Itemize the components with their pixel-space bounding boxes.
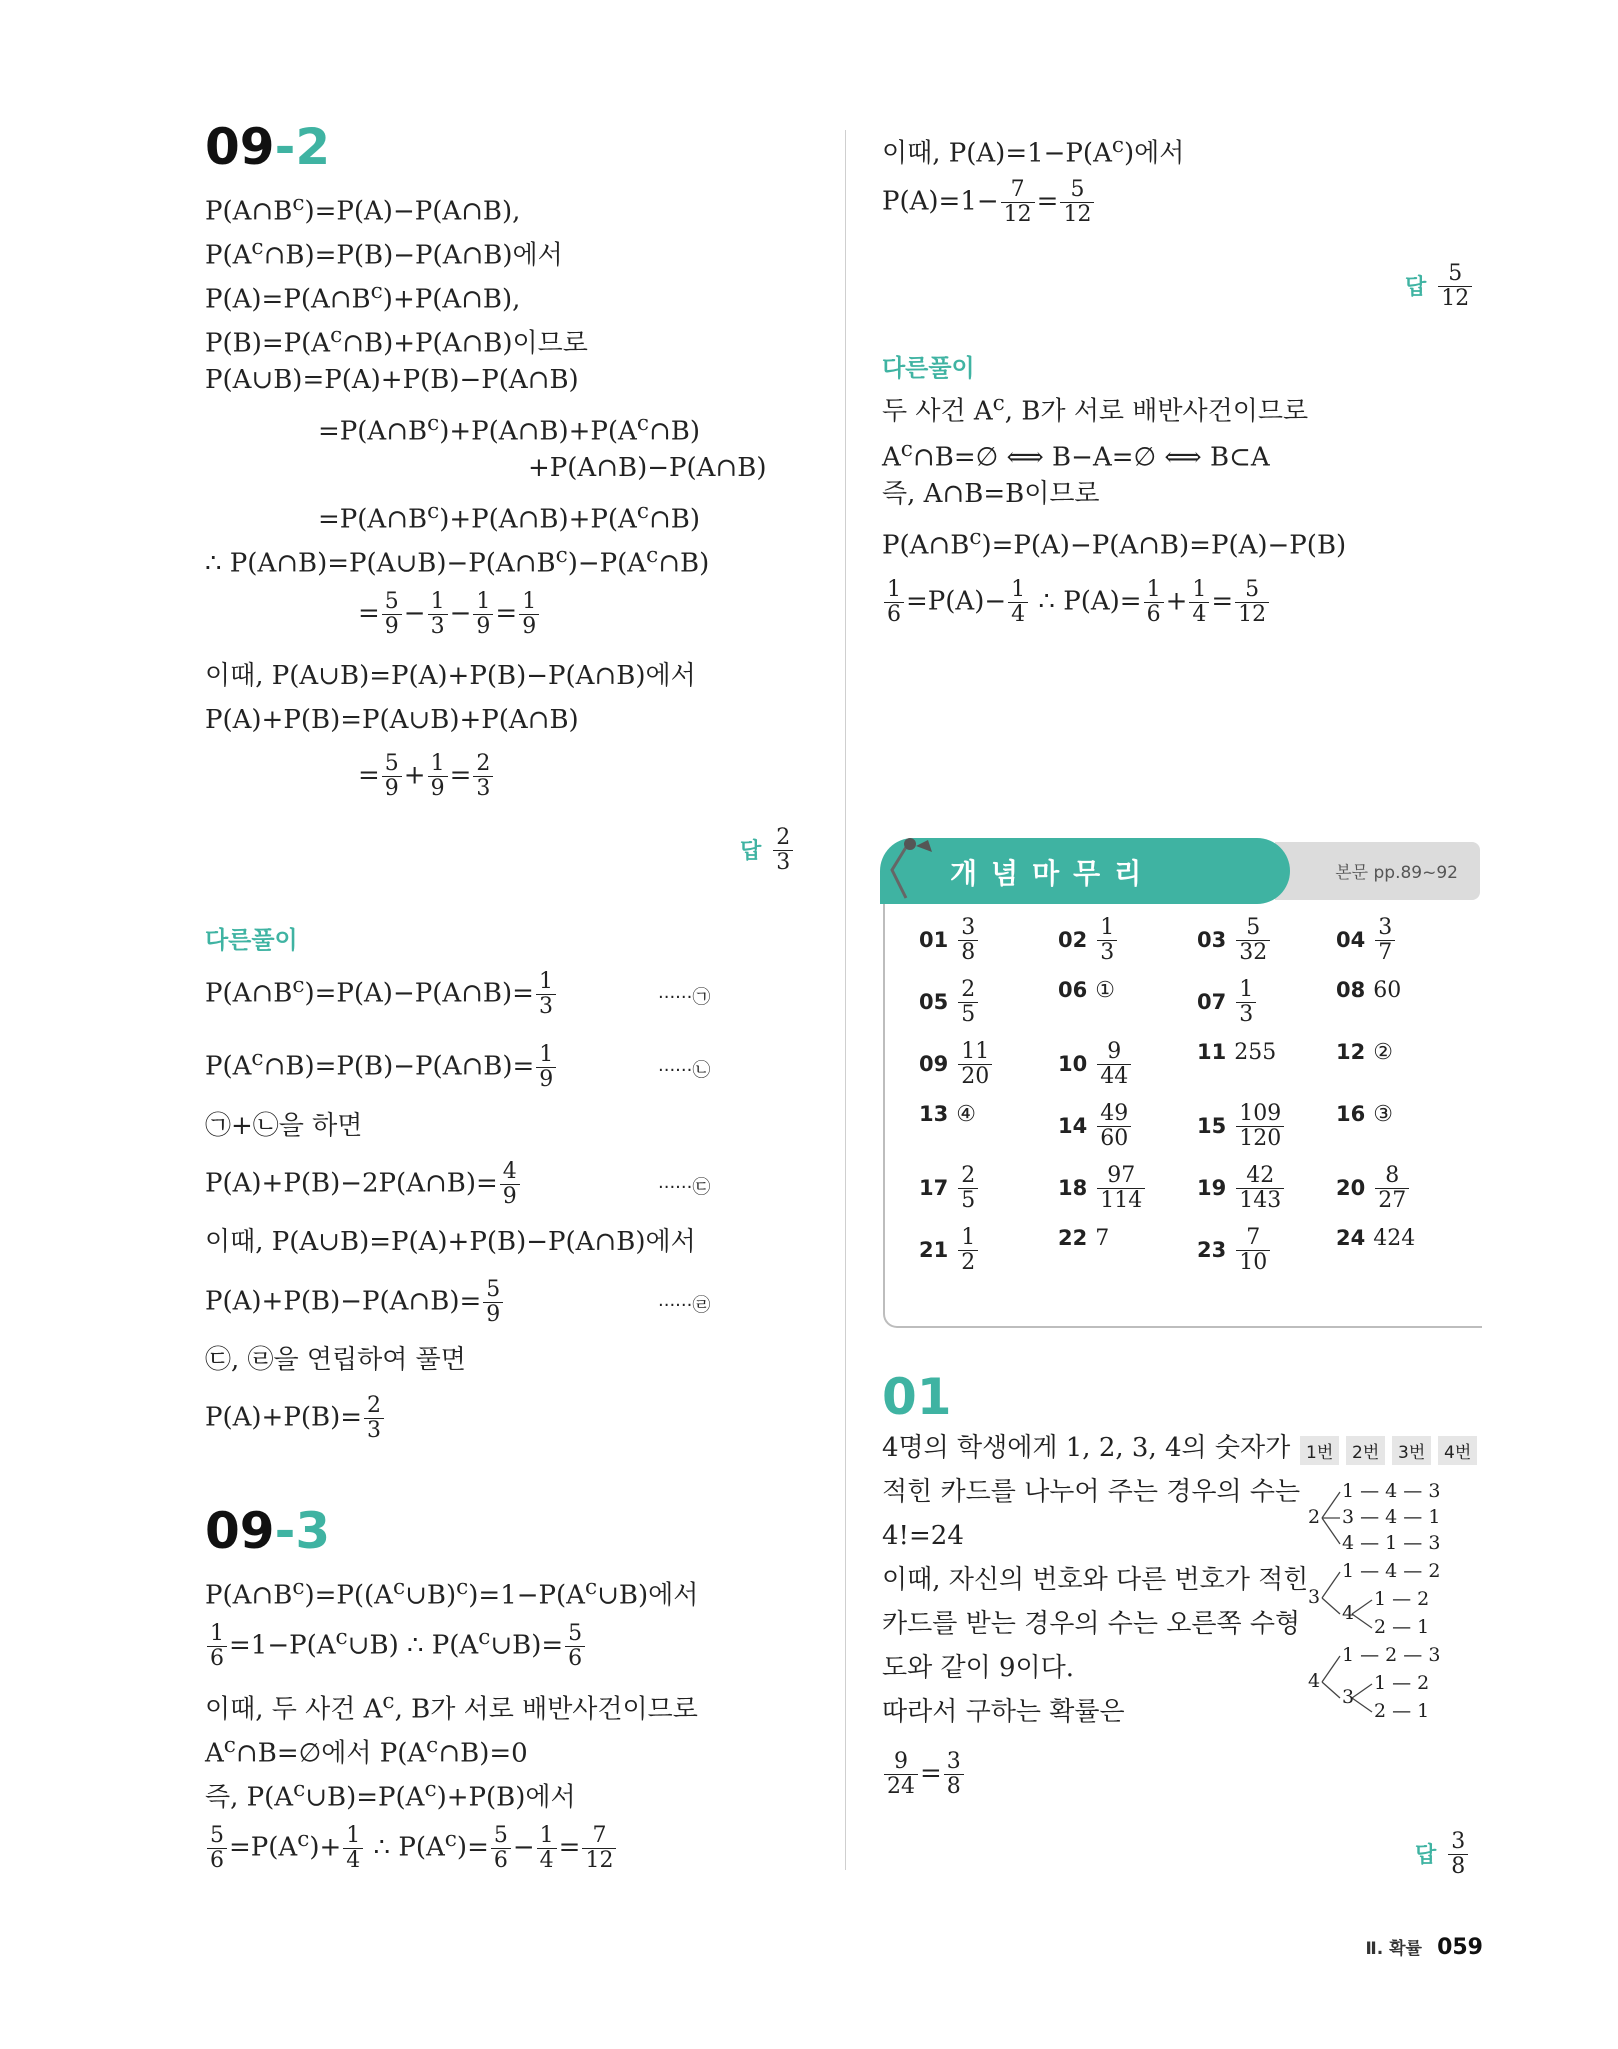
eq-line: +P(A∩B)−P(A∩B) (528, 453, 767, 483)
eq-line: 4!=24 (882, 1521, 964, 1551)
answer-value: ③ (1373, 1102, 1393, 1127)
fraction: $\frac{4}{9}$ (500, 1160, 520, 1209)
tree-row: 4 — 1 — 3 (1342, 1532, 1441, 1554)
fraction: $\frac{5}{12}$ (1060, 178, 1094, 227)
eq-line: $P(A\cap B^c)=P(A)-P(A\cap B)=P(A)-P(B)$ (882, 525, 1347, 561)
chapter-label: Ⅱ. 확률 (1365, 1939, 1422, 1959)
fraction: $\frac{1}{4}$ (537, 1824, 557, 1873)
eq-line: 이때, P(A∪B)=P(A)+P(B)−P(A∩B)에서 (205, 661, 696, 691)
tree-row: 1 — 2 — 3 (1342, 1644, 1441, 1666)
eq-line: P(A)+P(B)−2P(A∩B)= $\frac{4}{9}$ (205, 1160, 522, 1209)
answer-value (1234, 1101, 1286, 1151)
answer-number: 07 (1197, 989, 1227, 1014)
answer-value: 60 (1373, 978, 1402, 1003)
eq-line: $\frac{1}{6}$ =P(A)− $\frac{1}{4}$ ∴ P(A)= $\frac{1}{6}$ + $\frac{1}{4}$ = $\frac{5}{12}$ (882, 578, 1271, 627)
review-answer-22 (1058, 1226, 1109, 1251)
eq-marker: ······㉠ (658, 987, 711, 1008)
answer-number: 01 (919, 927, 949, 952)
answer-value: ① (1095, 978, 1115, 1003)
answer: 답 $\frac{3}{8}$ (1415, 1830, 1470, 1879)
answer-value (1095, 915, 1119, 965)
eq-line: P(A)+P(B)=P(A∪B)+P(A∩B) (205, 705, 579, 735)
tree-row: 3 — 4 — 1 (1342, 1506, 1441, 1528)
eq-line: P(A∪B)=P(A)+P(B)−P(A∩B) (205, 365, 579, 395)
eq-line: 4명의 학생에게 1, 2, 3, 4의 숫자가 (882, 1433, 1291, 1463)
answer-value: 255 (1234, 1040, 1277, 1065)
fraction: $\frac{1}{9}$ (519, 590, 539, 639)
eq-line: P(A)=1− $\frac{7}{12}$ = $\frac{5}{12}$ (882, 178, 1096, 227)
answer-number: 19 (1197, 1175, 1227, 1200)
fraction: $\frac{5}{9}$ (382, 590, 402, 639)
eq-line: 적힌 카드를 나누어 주는 경우의 수는 (882, 1477, 1301, 1507)
review-answer-11 (1197, 1040, 1276, 1065)
review-answer-14 (1058, 1102, 1133, 1151)
review-answer-05 (919, 978, 980, 1027)
eq-line: = $\frac{5}{9}$ + $\frac{1}{9}$ = $\frac{2}{3}$ (358, 752, 495, 801)
answer-value: 7 (1095, 1226, 1110, 1251)
eq-line: 즉, $P(A^c\cup B)=P(A^c)+P(B)$에서 (205, 1777, 576, 1813)
fraction: $\frac{1}{4}$ (1189, 578, 1209, 627)
review-answer-16 (1336, 1102, 1393, 1127)
fraction: $\frac{1}{9}$ (473, 590, 493, 639)
fraction: $\frac{1}{9}$ (536, 1043, 556, 1092)
tree-node: 3 (1342, 1686, 1355, 1708)
answer-value (1095, 1101, 1133, 1151)
column-divider (845, 130, 846, 1870)
review-answer-17 (919, 1164, 980, 1213)
answer-number: 23 (1197, 1237, 1227, 1262)
review-title-tab (880, 838, 1290, 904)
answer-number: 24 (1336, 1226, 1366, 1250)
review-answer-02 (1058, 916, 1119, 965)
review-answer-18 (1058, 1164, 1147, 1213)
eq-line: 따라서 구하는 확률은 (882, 1697, 1125, 1727)
answer-number: 17 (919, 1175, 949, 1200)
review-title: 개념마무리 (950, 857, 1156, 890)
fraction: $\frac{5}{6}$ (207, 1824, 227, 1873)
eq-line: $=P(A\cap B^c)+P(A\cap B)+P(A^c\cap B)$ (318, 499, 700, 535)
answer-number: 14 (1058, 1113, 1088, 1138)
fraction: $\frac{2}{3}$ (364, 1394, 384, 1443)
eq-line: $\frac{5}{6}$ $=P(A^c)+$ $\frac{1}{4}$ ∴ $P(A^c)=$ $\frac{5}{6}$ − $\frac{1}{4}$ = $\frac{7}{12}$ (205, 1824, 618, 1873)
fraction: $\frac{1}{4}$ (343, 1824, 363, 1873)
fraction: $\frac{9}{24}$ (884, 1750, 918, 1799)
fraction: $\frac{2}{5}$ (958, 1164, 978, 1213)
answer-value: ④ (956, 1102, 976, 1127)
fraction: $\frac{1}{6}$ (1144, 578, 1164, 627)
tree-header: 3번 (1392, 1436, 1431, 1465)
eq-line: 즉, A∩B=B이므로 (882, 479, 1100, 509)
answer-value (956, 1163, 980, 1213)
answer-value (1234, 915, 1272, 965)
fraction: $\frac{42}{143}$ (1236, 1164, 1284, 1213)
fraction: $\frac{5}{6}$ (565, 1622, 585, 1671)
page-number: 059 (1437, 1935, 1483, 1960)
fraction: $\frac{1}{4}$ (1008, 578, 1028, 627)
fraction: $\frac{2}{3}$ (473, 752, 493, 801)
tree-row: 1 — 4 — 2 (1342, 1560, 1441, 1582)
review-pages-tab (1275, 842, 1480, 900)
fraction: $\frac{109}{120}$ (1236, 1102, 1284, 1151)
fraction: $\frac{5}{12}$ (1235, 578, 1269, 627)
fraction: $\frac{1}{6}$ (207, 1622, 227, 1671)
fraction: $\frac{7}{10}$ (1236, 1226, 1270, 1275)
review-answer-12 (1336, 1040, 1393, 1065)
eq-line: $P(A)=P(A\cap B^c)+P(A\cap B)$, (205, 279, 521, 315)
answer-number: 18 (1058, 1175, 1088, 1200)
answer-number: 05 (919, 989, 949, 1014)
review-answer-24 (1336, 1226, 1415, 1251)
answer-value (1234, 1163, 1286, 1213)
eq-line: $P(B)=P(A^c\cap B)+P(A\cap B)$이므로 (205, 323, 588, 359)
answer-value (1373, 1163, 1411, 1213)
tree-node: 4 (1308, 1670, 1321, 1692)
eq-line: 이때, 자신의 번호와 다른 번호가 적힌 (882, 1565, 1309, 1595)
lamp-icon (880, 838, 940, 904)
eq-marker: ······㉢ (658, 1177, 711, 1198)
fraction: $\frac{8}{27}$ (1375, 1164, 1409, 1213)
answer-number: 08 (1336, 978, 1366, 1002)
review-answer-20 (1336, 1164, 1411, 1213)
answer-number: 03 (1197, 927, 1227, 952)
eq-line: $\frac{1}{6}$ $=1-P(A^c\cup B)$ ∴ $P(A^c\cup B)=$ $\frac{5}{6}$ (205, 1622, 587, 1671)
eq-line: = $\frac{5}{9}$ − $\frac{1}{3}$ − $\frac{1}{9}$ = $\frac{1}{9}$ (358, 590, 541, 639)
answer-number: 06 (1058, 978, 1088, 1002)
answer-number: 02 (1058, 927, 1088, 952)
fraction: $\frac{5}{9}$ (483, 1278, 503, 1327)
review-banner (880, 838, 1480, 904)
alt-solution-label: 다른풀이 (205, 926, 298, 954)
section-heading-01: 01 (882, 1368, 952, 1426)
answer-value (1234, 1225, 1272, 1275)
eq-line: $P(A^c\cap B)=P(B)-P(A\cap B)$에서 (205, 235, 563, 271)
fraction: $\frac{5}{6}$ (491, 1824, 511, 1873)
review-answer-09 (919, 1040, 994, 1089)
eq-line: P(A)+P(B)= $\frac{2}{3}$ (205, 1394, 386, 1443)
section-heading-09-2: 09-2 (205, 118, 331, 176)
review-answer-07 (1197, 978, 1258, 1027)
fraction: $\frac{2}{3}$ (773, 826, 793, 875)
fraction: $\frac{11}{20}$ (958, 1040, 992, 1089)
review-answer-01 (919, 916, 980, 965)
eq-line: $\frac{9}{24}$ = $\frac{3}{8}$ (882, 1750, 966, 1799)
review-answer-19 (1197, 1164, 1286, 1213)
answer-value: 424 (1373, 1226, 1416, 1251)
fraction: $\frac{9}{44}$ (1097, 1040, 1131, 1089)
answer: 답 $\frac{2}{3}$ (740, 826, 795, 875)
review-answer-08 (1336, 978, 1401, 1003)
fraction: $\frac{1}{3}$ (428, 590, 448, 639)
eq-line: $A^c\cap B=\emptyset$ ⟺ B−A=∅ ⟺ B⊂A (882, 437, 1270, 473)
fraction: $\frac{5}{32}$ (1236, 916, 1270, 965)
eq-line: 이때, P(A∪B)=P(A)+P(B)−P(A∩B)에서 (205, 1227, 696, 1257)
eq-line: P(A)+P(B)−P(A∩B)= $\frac{5}{9}$ (205, 1278, 505, 1327)
fraction: $\frac{3}{8}$ (958, 916, 978, 965)
answer-value: ② (1373, 1040, 1393, 1065)
answer-number: 11 (1197, 1040, 1227, 1064)
answer-number: 20 (1336, 1175, 1366, 1200)
eq-line: 이때, 두 사건 $A^c$, B가 서로 배반사건이므로 (205, 1689, 698, 1725)
answer-value (956, 977, 980, 1027)
answer-value (1373, 915, 1397, 965)
fraction: $\frac{3}{7}$ (1375, 916, 1395, 965)
section-heading-09-3: 09-3 (205, 1502, 331, 1560)
answer-number: 12 (1336, 1040, 1366, 1064)
eq-line: $P(A\cap B^c)=P((A^c\cup B)^c)=1-P(A^c\cup B)$에서 (205, 1575, 699, 1611)
review-answer-04 (1336, 916, 1397, 965)
fraction: $\frac{7}{12}$ (1001, 178, 1035, 227)
fraction: $\frac{1}{2}$ (958, 1226, 978, 1275)
eq-line: $P(A\cap B^c)=P(A)-P(A\cap B)$, (205, 191, 521, 227)
eq-line: $=P(A\cap B^c)+P(A\cap B)+P(A^c\cap B)$ (318, 411, 700, 447)
tree-node: 2 (1308, 1506, 1321, 1528)
eq-line: 카드를 받는 경우의 수는 오른쪽 수형 (882, 1609, 1301, 1639)
fraction: $\frac{3}{8}$ (944, 1750, 964, 1799)
answer-number: 15 (1197, 1113, 1227, 1138)
tree-header: 4번 (1438, 1436, 1477, 1465)
answer-number: 16 (1336, 1102, 1366, 1126)
answer-number: 04 (1336, 927, 1366, 952)
fraction: $\frac{1}{3}$ (536, 970, 556, 1019)
tree-header: 2번 (1346, 1436, 1385, 1465)
page-footer (1366, 1934, 1483, 1960)
eq-line: $A^c\cap B=\emptyset$에서 $P(A^c\cap B)=0$ (205, 1733, 528, 1769)
review-pages: 본문 pp.89~92 (1335, 863, 1458, 883)
fraction: $\frac{49}{60}$ (1097, 1102, 1131, 1151)
eq-line: 두 사건 $A^c$, B가 서로 배반사건이므로 (882, 391, 1309, 427)
alt-solution-label: 다른풀이 (882, 354, 975, 382)
tree-node: 4 (1342, 1602, 1355, 1624)
answer-number: 21 (919, 1237, 949, 1262)
eq-line: ㉠+㉡을 하면 (205, 1111, 363, 1141)
answer-value (1234, 977, 1258, 1027)
tree-row: 2 — 1 (1374, 1700, 1430, 1722)
fraction: $\frac{7}{12}$ (582, 1824, 616, 1873)
review-answers-box (883, 904, 1482, 1328)
fraction: $\frac{3}{8}$ (1448, 1830, 1468, 1879)
review-answer-15 (1197, 1102, 1286, 1151)
review-answer-21 (919, 1226, 980, 1275)
answer-value (956, 1039, 994, 1089)
eq-line: ㉢, ㉣을 연립하여 풀면 (205, 1345, 466, 1375)
fraction: $\frac{2}{5}$ (958, 978, 978, 1027)
eq-marker: ······㉡ (658, 1060, 711, 1081)
eq-marker: ······㉣ (658, 1295, 711, 1316)
review-answer-06 (1058, 978, 1115, 1003)
eq-line: ∴ $P(A\cap B)=P(A\cup B)-P(A\cap B^c)-P(A^c\cap B)$ (205, 543, 710, 579)
eq-line: 이때, $P(A)=1-P(A^c)$에서 (882, 133, 1185, 169)
review-answer-10 (1058, 1040, 1133, 1089)
tree-header: 1번 (1300, 1436, 1339, 1465)
eq-line: 도와 같이 9이다. (882, 1653, 1075, 1683)
fraction: $\frac{1}{6}$ (884, 578, 904, 627)
review-answer-13 (919, 1102, 976, 1127)
answer-value (1095, 1039, 1133, 1089)
fraction: $\frac{1}{9}$ (428, 752, 448, 801)
review-answer-03 (1197, 916, 1272, 965)
tree-row: 1 — 2 (1374, 1588, 1430, 1610)
answer-value (956, 915, 980, 965)
eq-line: $P(A^c\cap B)=P(B)-P(A\cap B)=$ $\frac{1}{9}$ (205, 1043, 558, 1092)
tree-row: 1 — 4 — 3 (1342, 1480, 1441, 1502)
tree-row: 1 — 2 (1374, 1672, 1430, 1694)
fraction: $\frac{5}{12}$ (1438, 262, 1472, 311)
answer-number: 10 (1058, 1051, 1088, 1076)
fraction: $\frac{5}{9}$ (382, 752, 402, 801)
fraction: $\frac{1}{3}$ (1236, 978, 1256, 1027)
fraction: $\frac{1}{3}$ (1097, 916, 1117, 965)
answer-number: 22 (1058, 1226, 1088, 1250)
answer-value (956, 1225, 980, 1275)
answer-number: 09 (919, 1051, 949, 1076)
tree-row: 2 — 1 (1374, 1616, 1430, 1638)
answer-number: 13 (919, 1102, 949, 1126)
answer-value (1095, 1163, 1147, 1213)
eq-line: $P(A\cap B^c)=P(A)-P(A\cap B)=$ $\frac{1}{3}$ (205, 970, 558, 1019)
fraction: $\frac{97}{114}$ (1097, 1164, 1145, 1213)
tree-node: 3 (1308, 1586, 1321, 1608)
review-answer-23 (1197, 1226, 1272, 1275)
answer: 답 $\frac{5}{12}$ (1405, 262, 1474, 311)
